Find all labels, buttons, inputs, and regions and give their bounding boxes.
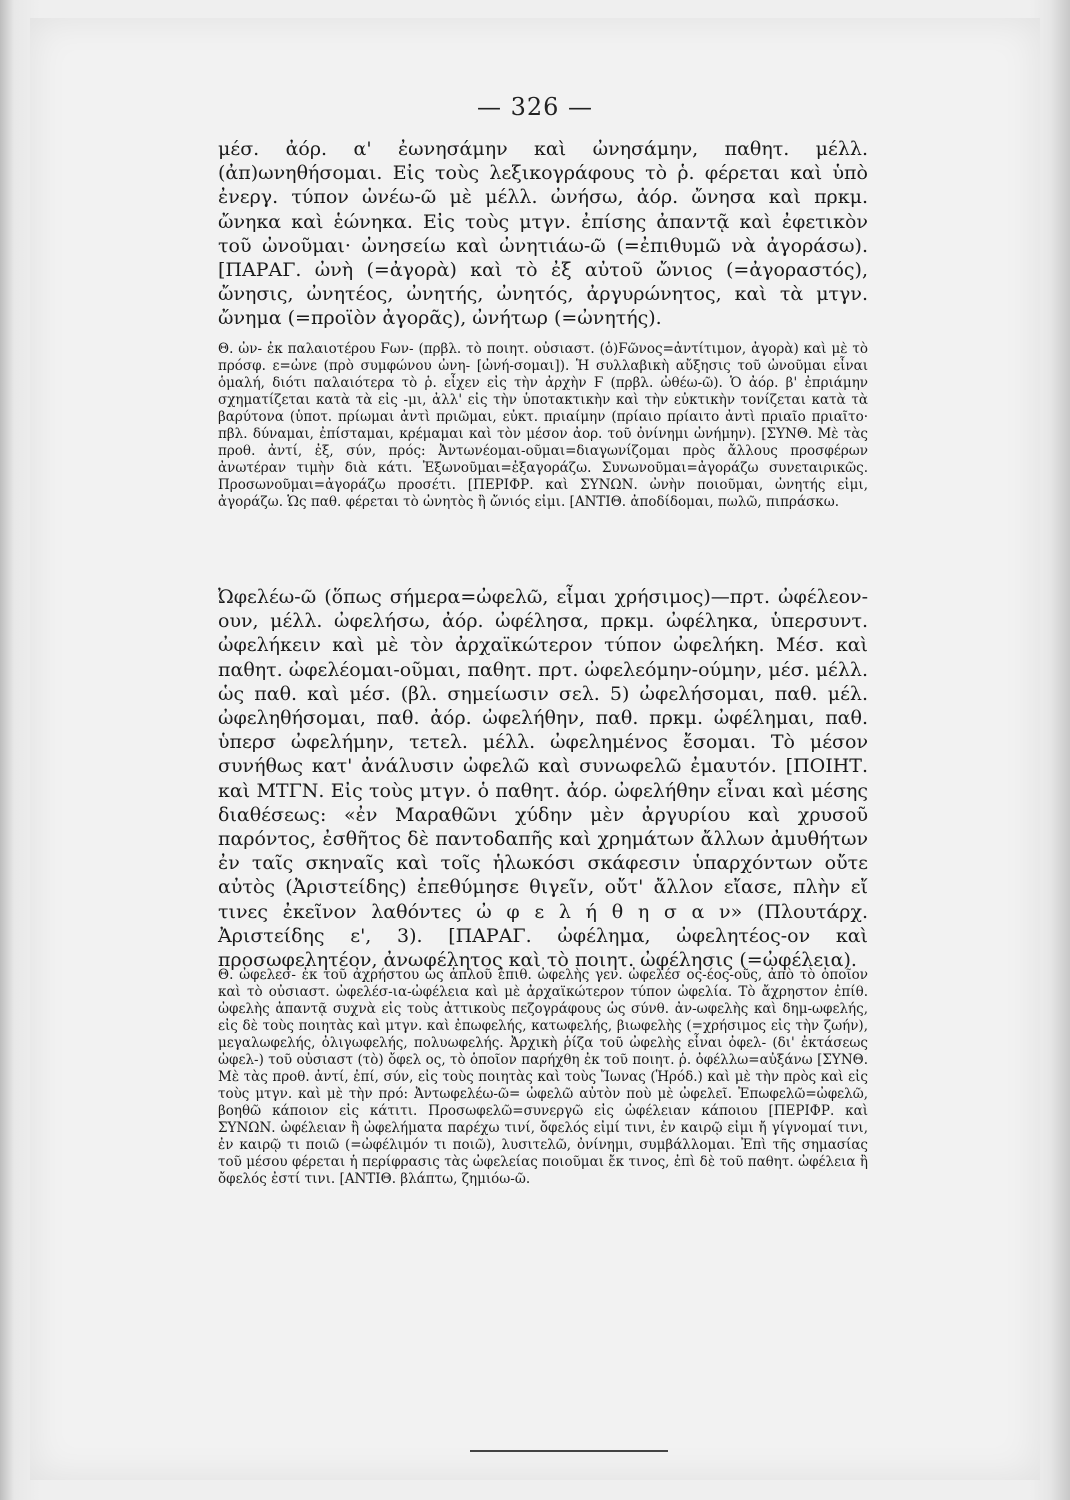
entry-owneomai-etymology-note (218, 341, 868, 511)
entry-owneomai-main-text: μέσ. ἀόρ. α' ἐωνησάμην καὶ ὠνησάμην, παθητ. μέλλ. (ἀπ)ωνηθήσομαι. Εἰς τοὺς λεξικογράφους τὸ ῥ. φέρεται καὶ ὑπὸ ἐνεργ. τύπον ὠνέω-ῶ μὲ μέλλ. ὠνήσω, ἀόρ. ὤνησα καὶ πρκμ. ὤνηκα καὶ ἑώνηκα. Εἰς τοὺς μτγν. ἐπίσης ἀπαντᾷ καὶ ἐφετικὸν τοῦ ὠνοῦμαι· ὠνησείω καὶ ὠνητιάω-ῶ (=ἐπιθυμῶ νὰ ἀγοράσω). [ΠΑΡΑΓ. ὠνὴ (=ἀγορὰ) καὶ τὸ ἐξ αὐτοῦ ὤνιος (=ἀγοραστός), ὤνησις, ὠνητέος, ὠνητής, ὠνητός, ἀργυρώνητος, καὶ τὰ μτγν. ὤνημα (=προϊὸν ἀγορᾶς), ὠνήτωρ (=ὠνητής). (218, 138, 868, 330)
entry-opheleo-main (218, 585, 868, 972)
entry-opheleo-note-text: Θ. ὠφελεσ- ἐκ τοῦ ἀχρήστου ὡς ἁπλοῦ ἐπιθ. ὠφελὴς γεν. ὠφελέσ ος-έος-οῦς, ἀπὸ τὸ ὁποῖον καὶ τὸ οὐσιαστ. ὠφελέσ-ια-ὠφέλεια καὶ μὲ ἀρχαϊκώτερον τύπον ὠφελία. Τὸ ἄχρηστον ἐπίθ. ὠφελὴς ἀπαντᾷ συχνὰ εἰς τοὺς ἀττικοὺς πεζογράφους ὡς σύνθ. ἀν-ωφελὴς καὶ δημ-ωφελής, εἰς δὲ τοὺς ποιητὰς καὶ μτγν. καὶ ἐπωφελής, κατωφελής, βιωφελὴς (=χρήσιμος εἰς τὴν ζωήν), μεγαλωφελής, ὀλιγωφελής, πολυωφελής. Ἀρχικὴ ῥίζα τοῦ ὠφελὴς εἶναι ὀφελ- (δι' ἐκτάσεως ὠφελ-) τοῦ οὐσιαστ (τὸ) ὄφελ ος, τὸ ὁποῖον παρήχθη ἐκ τοῦ ποιητ. ῥ. ὀφέλλω=αὐξάνω [ΣΥΝΘ. Μὲ τὰς προθ. ἀντί, ἐπί, σύν, εἰς τοὺς ποιητὰς καὶ τοὺς Ἴωνας (Ἡρόδ.) καὶ μὲ τὴν πρὸς καὶ εἰς τοὺς μτγν. καὶ μὲ τὴν πρό: Ἀντωφελέω-ῶ= ὠφελῶ αὐτὸν ποὺ μὲ ὠφελεῖ. Ἐπωφελῶ=ὠφελῶ, βοηθῶ κάποιον εἰς κάτιτι. Προσωφελῶ=συνεργῶ εἰς ὠφέλειαν κάποιου [ΠΕΡΙΦΡ. καὶ ΣΥΝΩΝ. ὠφέλειαν ἢ ὠφελήματα παρέχω τινί, ὄφελός εἰμί τινι, ἐν καιρῷ εἰμι ἤ γίγνομαί τινι, ἐν καιρῷ τι ποιῶ (=ὠφέλιμόν τι ποιῶ), λυσιτελῶ, ὀνίνημι, συμβάλλομαι. Ἐπὶ τῆς σημασίας τοῦ μέσου φέρεται ἡ περίφρασις τὰς ὠφελείας ποιοῦμαι ἔκ τινος, ἐπὶ δὲ τοῦ παθητ. ὠφέλεια ἢ ὄφελός ἐστί τινι. [ΑΝΤΙΘ. βλάπτω, ζημιόω-ῶ. (218, 967, 868, 1187)
entry-opheleo-main-text: Ὠφελέω-ῶ (ὅπως σήμερα=ὠφελῶ, εἶμαι χρήσιμος)—πρτ. ὠφέλεον-ουν, μέλλ. ὠφελήσω, ἀόρ. ὠφέλησα, πρκμ. ὠφέληκα, ὑπερσυντ. ὠφελήκειν καὶ μὲ τὸν ἀρχαϊκώτερον τύπον ὠφελήκη. Μέσ. καὶ παθητ. ὠφελέομαι-οῦμαι, παθητ. πρτ. ὠφελεόμην-ούμην, μέσ. μέλλ. ὡς παθ. καὶ μέσ. (βλ. σημείωσιν σελ. 5) ὠφελήσομαι, παθ. μέλ. ὠφεληθήσομαι, παθ. ἀόρ. ὠφελήθην, παθ. πρκμ. ὠφέλημαι, παθ. ὑπερσ ὠφελήμην, τετελ. μέλλ. ὠφελημένος ἔσομαι. Τὸ μέσον συνήθως κατ' ἀνάλυσιν ὠφελῶ καὶ συνωφελῶ ἐμαυτόν. [ΠΟΙΗΤ. καὶ ΜΤΓΝ. Εἰς τοὺς μτγν. ὁ παθητ. ἀόρ. ὠφελήθην εἶναι καὶ μέσης διαθέσεως: «ἐν Μαραθῶνι χύδην μὲν ἀργυρίου καὶ χρυσοῦ παρόντος, ἐσθῆτος δὲ παντοδαπῆς καὶ χρημάτων ἄλλων ἀμυθήτων ἐν ταῖς σκηναῖς καὶ τοῖς ἡλωκόσι σκάφεσιν ὑπαρχόντων οὔτε αὐτὸς (Ἀριστείδης) ἐπεθύμησε θιγεῖν, οὔτ' ἄλλον εἴασε, πλὴν εἴ τινες ἐκεῖνον λαθόντες ὠ φ ε λ ή θ η σ α ν» (Πλουτάρχ. Ἀριστείδης ε', 3). [ΠΑΡΑΓ. ὠφέλημα, ὠφελητέος-ον καὶ προσωφελητέον, ἀνωφέλητος καὶ τὸ ποιητ. ὠφέλησις (=ὠφέλεια). (218, 586, 868, 972)
entry-owneomai-note-text: Θ. ὠν- ἐκ παλαιοτέρου Ϝων- (πρβλ. τὸ ποιητ. οὐσιαστ. (ὁ)Ϝῶνος=ἀντίτιμον, ἀγορὰ) καὶ μὲ τὸ πρόσφ. ε=ὠνε (πρὸ συμφώνου ὠνη- [ὠνή-σομαι]). Ἡ συλλαβικὴ αὔξησις τοῦ ὠνοῦμαι εἶναι ὁμαλή, διότι παλαιότερα τὸ ῥ. εἶχεν εἰς τὴν ἀρχὴν Ϝ (πρβλ. ὠθέω-ῶ). Ὁ ἀόρ. β' ἐπριάμην σχηματίζεται κατὰ τὰ εἰς -μι, ἀλλ' εἰς τὴν ὑποτακτικὴν καὶ τὴν εὐκτικὴν τονίζεται κατὰ τὰ βαρύτονα (ὑποτ. πρίωμαι ἀντὶ πριῶμαι, εὐκτ. πριαίμην (πρίαιο πρίαιτο ἀντὶ πριαῖο πριαῖτο· πβλ. δύναμαι, ἐπίσταμαι, κρέμαμαι καὶ τὸν μέσον ἀορ. τοῦ ὀνίνημι ὠνήμην). [ΣΥΝΘ. Μὲ τὰς προθ. ἀντί, ἐξ, σύν, πρός: Ἀντωνέομαι-οῦμαι=διαγωνίζομαι πρὸς ἄλλους προσφέρων ἀνωτέραν τιμὴν διὰ κάτι. Ἐξωνοῦμαι=ἐξαγοράζω. Συνωνοῦμαι=ἀγοράζω συνεταιρικῶς. Προσωνοῦμαι=ἀγοράζω προσέτι. [ΠΕΡΙΦΡ. καὶ ΣΥΝΩΝ. ὠνὴν ποιοῦμαι, ὠνητής εἰμι, ἀγοράζω. Ὡς παθ. φέρεται τὸ ὠνητὸς ἢ ὤνιός εἰμι. [ΑΝΤΙΘ. ἀποδίδομαι, πωλῶ, πιπράσκω. (218, 341, 868, 510)
end-rule (470, 1450, 668, 1452)
entry-opheleo-etymology-note (218, 967, 868, 1188)
entry-owneomai-main (218, 137, 868, 331)
page-number: — 326 — (476, 93, 594, 121)
